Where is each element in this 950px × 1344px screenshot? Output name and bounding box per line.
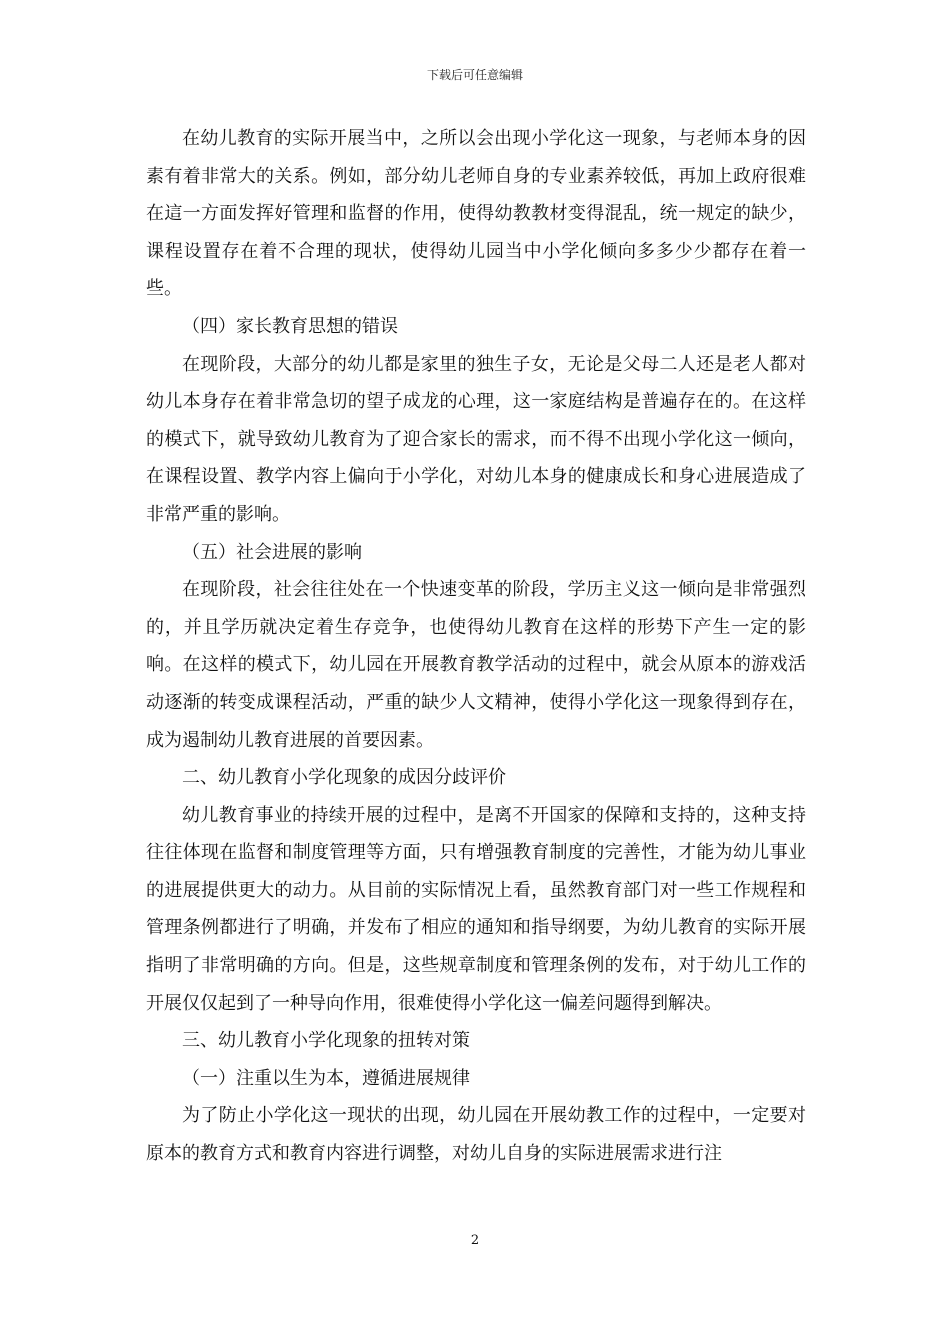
- paragraph: 在幼儿教育的实际开展当中，之所以会出现小学化这一现象，与老师本身的因素有着非常大的关系。例如，部分幼儿老师自身的专业素养较低，再加上政府很难在這一方面发挥好管理和监督的作用，使得幼教教材变得混乱，统一规定的缺少，课程设置存在着不合理的现状，使得幼儿园当中小学化倾向多多少少都存在着一些。: [146, 128, 806, 300]
- paragraph: 在现阶段，大部分的幼儿都是家里的独生子女，无论是父母二人还是老人都对幼儿本身存在着非常急切的望子成龙的心理，这一家庭结构是普遍存在的。在这样的模式下，就导致幼儿教育为了迎合家长的需求，而不得不出现小学化这一倾向，在课程设置、教学内容上偏向于小学化，对幼儿本身的健康成长和身心进展造成了非常严重的影响。: [146, 353, 806, 525]
- document-body: [146, 120, 806, 1173]
- paragraph: 为了防止小学化这一现状的出现，幼儿园在开展幼教工作的过程中，一定要对原本的教育方式和教育内容进行调整，对幼儿自身的实际进展需求进行注: [146, 1105, 806, 1165]
- paragraph: 幼儿教育事业的持续开展的过程中，是离不开国家的保障和支持的，这种支持往往体现在监督和制度管理等方面，只有增强教育制度的完善性，才能为幼儿事业的进展提供更大的动力。从目前的实际情况上看，虽然教育部门对一些工作规程和管理条例都进行了明确，并发布了相应的通知和指导纲要，为幼儿教育的实际开展指明了非常明确的方向。但是，这些规章制度和管理条例的发布，对于幼儿工作的开展仅仅起到了一种导向作用，很难使得小学化这一偏差问题得到解决。: [146, 804, 806, 1014]
- section-heading: （一）注重以生为本，遵循进展规律: [182, 1067, 470, 1089]
- section-heading: 三、幼儿教育小学化现象的扭转对策: [182, 1030, 470, 1052]
- section-heading: （四）家长教育思想的错误: [182, 315, 398, 337]
- section-heading: 二、幼儿教育小学化现象的成因分歧评价: [182, 767, 506, 789]
- paragraph: 在现阶段，社会往往处在一个快速变革的阶段，学历主义这一倾向是非常强烈的，并且学历就决定着生存竞争，也使得幼儿教育在这样的形势下产生一定的影响。在这样的模式下，幼儿园在开展教育教学活动的过程中，就会从原本的游戏活动逐渐的转变成课程活动，严重的缺少人文精神，使得小学化这一现象得到存在，成为遏制幼儿教育进展的首要因素。: [146, 579, 806, 751]
- page-header: 下载后可任意编辑: [426, 68, 523, 82]
- section-heading: （五）社会进展的影响: [182, 541, 362, 563]
- page-number: 2: [470, 1233, 480, 1248]
